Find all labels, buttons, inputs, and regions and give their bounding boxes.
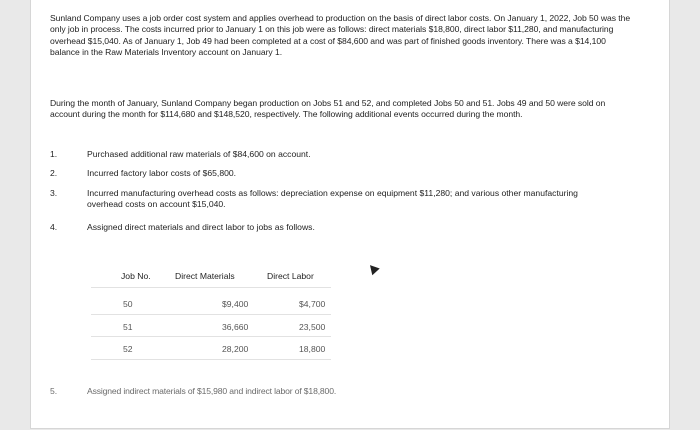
event-number: 1. — [50, 149, 58, 159]
table-divider — [91, 314, 331, 315]
problem-sheet — [30, 0, 670, 429]
direct-labor-cell: $4,700 — [299, 299, 326, 309]
job-no-cell: 50 — [123, 299, 133, 309]
event-number: 2. — [50, 168, 58, 178]
direct-materials-cell: 36,660 — [222, 322, 249, 332]
job-no-cell: 52 — [123, 344, 133, 354]
event-number: 5. — [50, 386, 58, 396]
header-direct-labor: Direct Labor — [267, 271, 314, 281]
event-text: Incurred factory labor costs of $65,800. — [87, 168, 237, 178]
event-text: Incurred manufacturing overhead costs as follows: depreciation expense on equipment $11,280; and various other manufacturing overhead costs on account $15,040. — [87, 188, 578, 210]
table-header — [91, 271, 331, 285]
header-direct-materials: Direct Materials — [175, 271, 235, 281]
direct-labor-cell: 18,800 — [299, 344, 326, 354]
table-divider — [91, 336, 331, 337]
table-row — [91, 322, 331, 334]
intro-paragraph: Sunland Company uses a job order cost system and applies overhead to production on the basis of direct labor costs. On January 1, 2022, Job 50 was the only job in process. The costs incurred prior to January 1 on this job were as follows: direct materials $18,800, direct labor $11,280, and manufacturing overhead $15,040. As of January 1, Job 49 had been completed at a cost of $84,600 and was part of finished goods inventory. There was a $14,100 balance in the Raw Materials Inventory account on January 1. — [50, 13, 631, 58]
direct-labor-cell: 23,500 — [299, 322, 326, 332]
january-paragraph: During the month of January, Sunland Company began production on Jobs 51 and 52, and completed Jobs 50 and 51. Jobs 49 and 50 were sold on account during the month for $114,680 and $148,520, respectively. The following additional events occurred during the month. — [50, 98, 606, 120]
table-row — [91, 344, 331, 356]
table-divider — [91, 359, 331, 360]
table-divider — [91, 287, 331, 288]
event-text: Assigned direct materials and direct labor to jobs as follows. — [87, 222, 315, 232]
header-job-no: Job No. — [121, 271, 151, 281]
event-text: Assigned indirect materials of $15,980 and indirect labor of $18,800. — [87, 386, 337, 396]
event-number: 4. — [50, 222, 58, 232]
direct-materials-cell: 28,200 — [222, 344, 249, 354]
job-no-cell: 51 — [123, 322, 133, 332]
event-number: 3. — [50, 188, 58, 198]
event-text: Purchased additional raw materials of $84,600 on account. — [87, 149, 311, 159]
direct-materials-cell: $9,400 — [222, 299, 249, 309]
table-row — [91, 299, 331, 311]
mouse-cursor-icon — [366, 262, 379, 275]
